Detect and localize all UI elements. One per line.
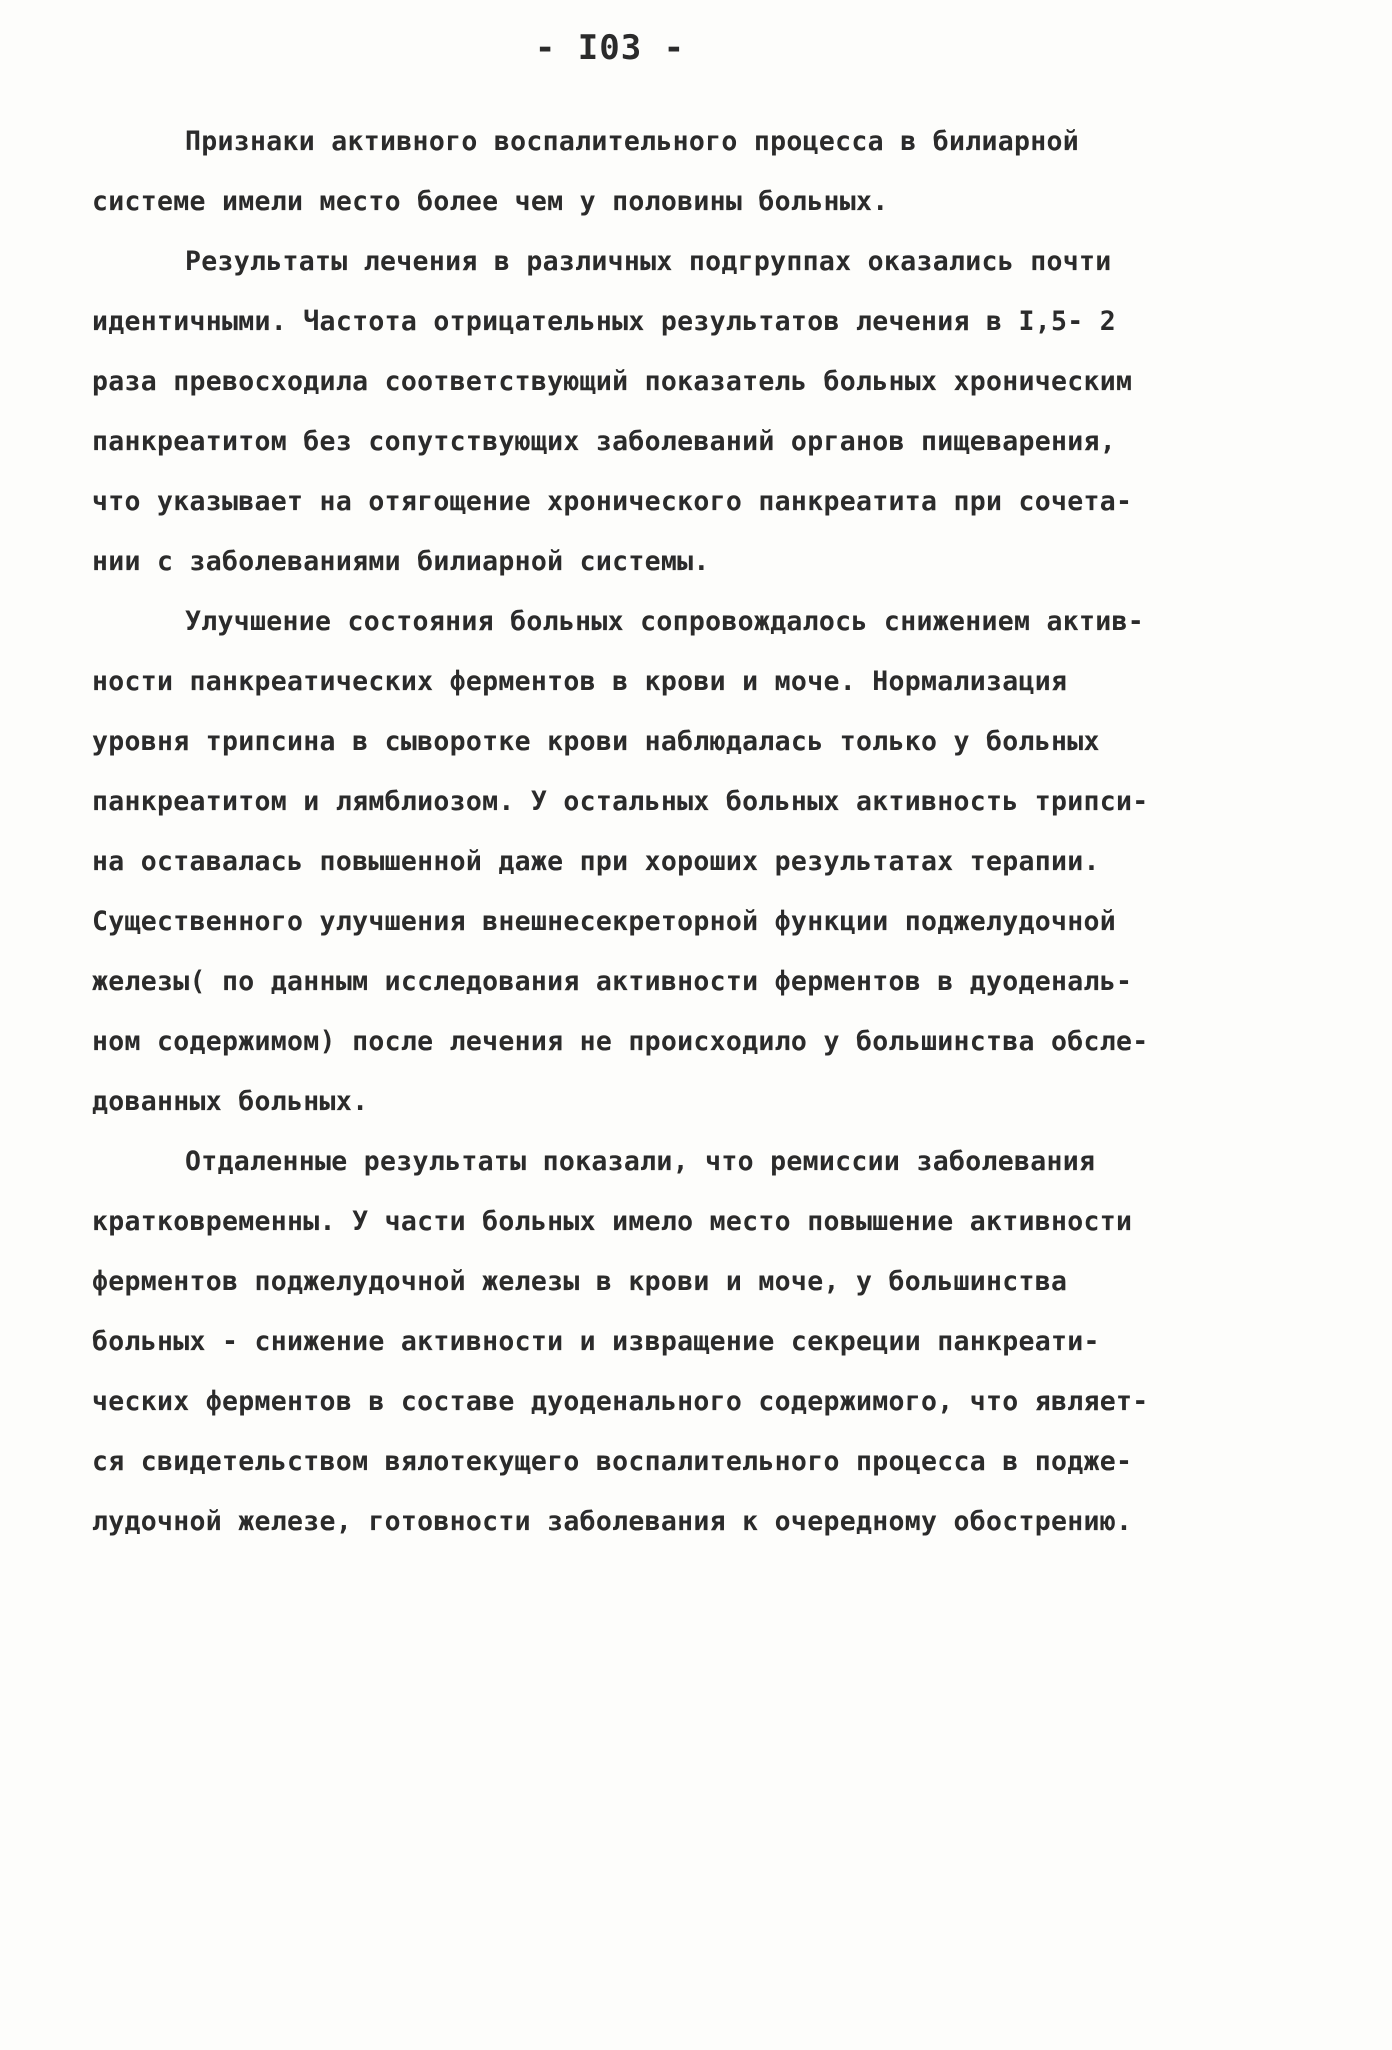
text-line: ном содержимом) после лечения не происходило у большинства обсле- [92,1026,1149,1057]
text-line: панкреатитом и лямблиозом. У остальных больных активность трипси- [92,786,1149,817]
text-line: панкреатитом без сопутствующих заболеваний органов пищеварения, [92,426,1117,457]
text-line: дованных больных. [92,1086,369,1117]
text-line: кратковременны. У части больных имело место повышение активности [92,1206,1133,1237]
text-line: Признаки активного воспалительного процесса в билиарной [185,126,1079,157]
text-line: ческих ферментов в составе дуоденального содержимого, что являет- [92,1386,1149,1417]
text-line: больных - снижение активности и извращение секреции панкреати- [92,1326,1100,1357]
text-line: идентичными. Частота отрицательных результатов лечения в I,5- 2 [92,306,1117,337]
text-line: Отдаленные результаты показали, что ремиссии заболевания [185,1146,1096,1177]
text-line: лудочной железе, готовности заболевания к очередному обострению. [92,1506,1133,1537]
text-line: ся свидетельством вялотекущего воспалительного процесса в подже- [92,1446,1133,1477]
text-line: раза превосходила соответствующий показатель больных хроническим [92,366,1133,397]
text-line: ности панкреатических ферментов в крови и моче. Нормализация [92,666,1068,697]
text-line: Улучшение состояния больных сопровождалось снижением актив- [185,606,1145,637]
text-line: нии с заболеваниями билиарной системы. [92,546,710,577]
text-line: Существенного улучшения внешнесекреторной функции поджелудочной [92,906,1117,937]
text-line: Результаты лечения в различных подгруппах оказались почти [185,246,1112,277]
text-line: ферментов поджелудочной железы в крови и моче, у большинства [92,1266,1068,1297]
text-line: на оставалась повышенной даже при хороших результатах терапии. [92,846,1100,877]
text-line: системе имели место более чем у половины больных. [92,186,889,217]
page-number: - I03 - [534,28,686,68]
text-line: уровня трипсина в сыворотке крови наблюдалась только у больных [92,726,1100,757]
text-line: железы( по данным исследования активности ферментов в дуоденаль- [92,966,1133,997]
text-line: что указывает на отягощение хронического панкреатита при сочета- [92,486,1133,517]
